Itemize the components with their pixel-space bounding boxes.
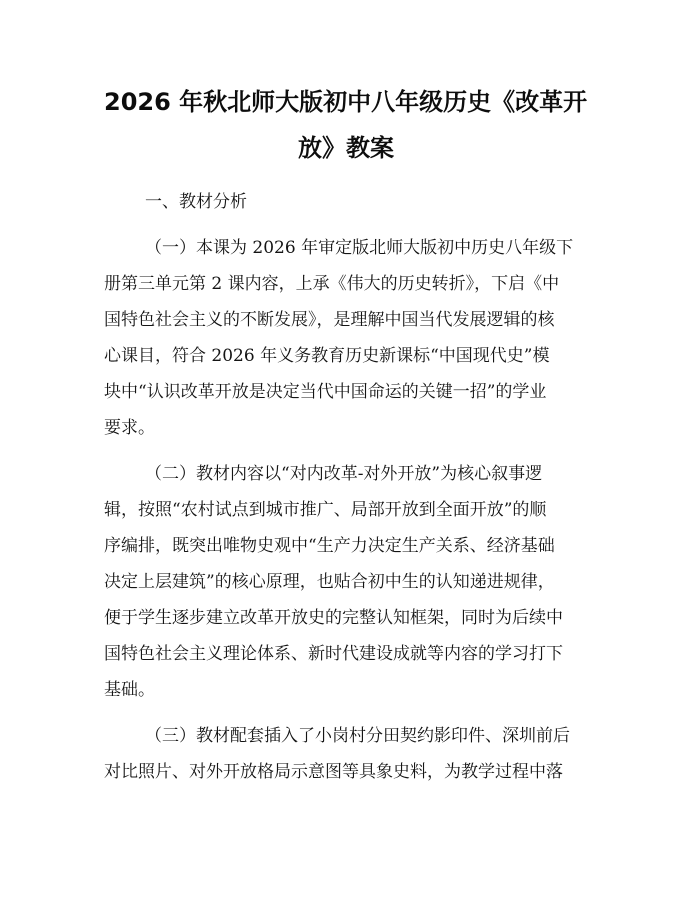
paragraph-3-line-1: （三）教材配套插入了小岗村分田契约影印件、深圳前后: [145, 726, 570, 746]
paragraph-1-line-1: （一）本课为 2026 年审定版北师大版初中历史八年级下: [145, 238, 574, 258]
paragraph-2-line-3: 序编排，既突出唯物史观中“生产力决定生产关系、经济基础: [104, 536, 555, 556]
paragraph-3-line-2: 对比照片、对外开放格局示意图等具象史料，为教学过程中落: [104, 762, 563, 782]
document-title-line-2: 放》教案: [298, 134, 394, 162]
paragraph-1-line-4: 心课目，符合 2026 年义务教育历史新课标“中国现代史”模: [104, 346, 550, 366]
paragraph-1-line-5: 块中“认识改革开放是决定当代中国命运的关键一招”的学业: [104, 382, 547, 402]
paragraph-2-line-5: 便于学生逐步建立改革开放史的完整认知框架，同时为后续中: [104, 608, 563, 628]
document-title-line-1: 2026 年秋北师大版初中八年级历史《改革开: [104, 88, 588, 116]
paragraph-1-line-6: 要求。: [104, 418, 155, 438]
paragraph-2-line-6: 国特色社会主义理论体系、新时代建设成就等内容的学习打下: [104, 644, 563, 664]
paragraph-2-line-7: 基础。: [104, 680, 155, 700]
paragraph-2-line-4: 决定上层建筑”的核心原理，也贴合初中生的认知递进规律，: [104, 572, 555, 592]
section-heading: 一、教材分析: [145, 192, 247, 212]
paragraph-2-line-2: 辑，按照“农村试点到城市推广、局部开放到全面开放”的顺: [104, 500, 547, 520]
paragraph-1-line-3: 国特色社会主义的不断发展》，是理解中国当代发展逻辑的核: [104, 310, 555, 330]
paragraph-2-line-1: （二）教材内容以“对内改革-对外开放”为核心叙事逻: [145, 464, 543, 484]
paragraph-1-line-2: 册第三单元第 2 课内容，上承《伟大的历史转折》，下启《中: [104, 274, 560, 294]
